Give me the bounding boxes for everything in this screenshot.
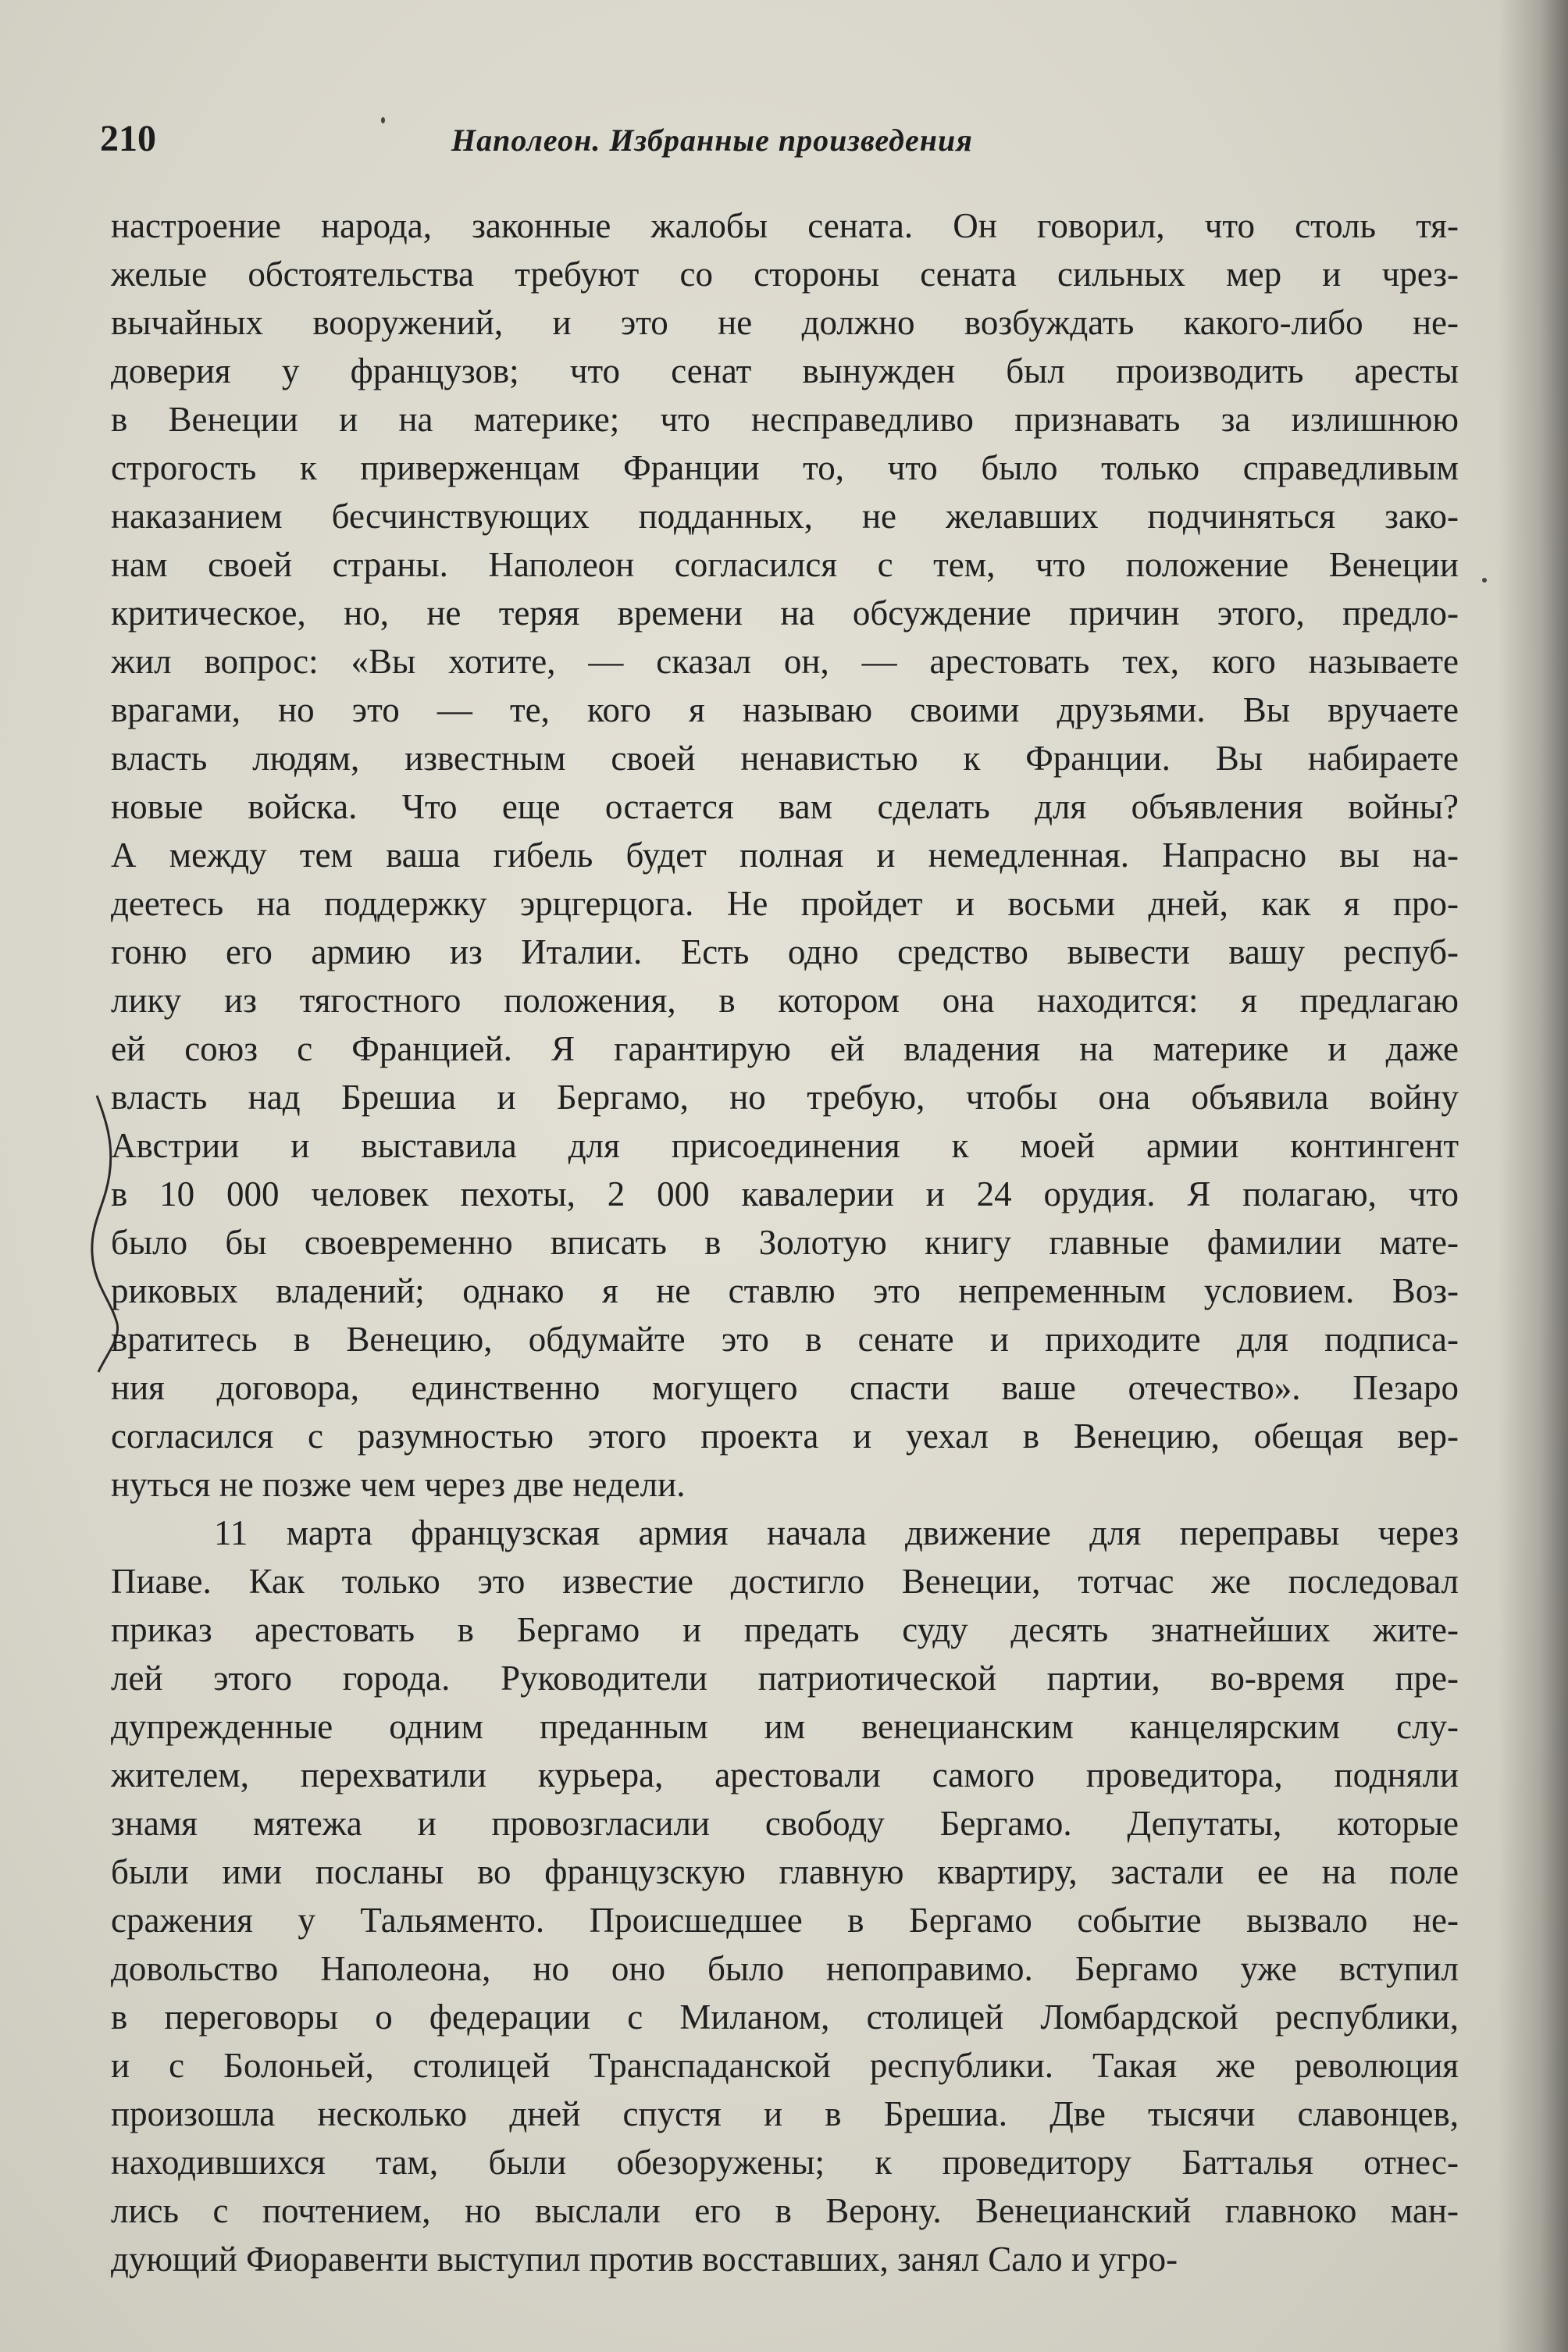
text-line: врагами, но это — те, кого я называю своими друзьями. Вы вручаете	[111, 690, 1459, 729]
text-line: было бы своевременно вписать в Золотую книгу главные фамилии мате-	[111, 1223, 1459, 1262]
text-line: критическое, но, не теряя времени на обсуждение причин этого, предло-	[111, 593, 1459, 633]
text-line: власть людям, известным своей ненавистью к Франции. Вы набираете	[111, 739, 1459, 778]
text-line: вычайных вооружений, и это не должно возбуждать какого-либо не-	[111, 303, 1459, 342]
paper-speck	[1482, 578, 1487, 583]
text-line: нуться не позже чем через две недели.	[111, 1465, 686, 1504]
text-line: риковых владений; однако я не ставлю это непременным условием. Воз-	[111, 1271, 1459, 1310]
text-line: в 10 000 человек пехоты, 2 000 кавалерии и 24 орудия. Я полагаю, что	[111, 1174, 1459, 1213]
body-text	[111, 201, 1459, 2283]
page-number: 210	[100, 118, 156, 159]
paper-speck	[381, 117, 385, 123]
text-line: желые обстоятельства требуют со стороны сената сильных мер и чрез-	[111, 255, 1459, 294]
text-line: 11 марта французская армия начала движение для переправы через	[214, 1513, 1459, 1552]
text-line: Австрии и выставила для присоединения к моей армии контингент	[111, 1126, 1459, 1165]
page-header	[100, 117, 1474, 172]
text-line: строгость к приверженцам Франции то, что было только справедливым	[111, 448, 1459, 487]
text-line: доверия у французов; что сенат вынужден был производить аресты	[111, 351, 1459, 390]
text-line: ей союз с Францией. Я гарантирую ей владения на материке и даже	[111, 1029, 1459, 1068]
text-line: в Венеции и на материке; что несправедливо признавать за излишнюю	[111, 400, 1459, 439]
text-line: нам своей страны. Наполеон согласился с тем, что положение Венеции	[111, 545, 1459, 584]
text-line: дующий Фиоравенти выступил против восставших, занял Сало и угро-	[111, 2240, 1178, 2279]
text-line: жителем, перехватили курьера, арестовали самого проведитора, подняли	[111, 1755, 1459, 1794]
text-line: довольство Наполеона, но оно было непоправимо. Бергамо уже вступил	[111, 1949, 1459, 1988]
page-edge-shadow	[1498, 0, 1568, 2352]
text-line: приказ арестовать в Бергамо и предать суду десять знатнейших жите-	[111, 1610, 1459, 1649]
text-line: дупрежденные одним преданным им венецианским канцелярским слу-	[111, 1707, 1459, 1746]
text-line: и с Болоньей, столицей Транспаданской республики. Такая же революция	[111, 2046, 1459, 2085]
text-line: гоню его армию из Италии. Есть одно средство вывести вашу респуб-	[111, 932, 1459, 971]
text-line: сражения у Тальяменто. Происшедшее в Бергамо событие вызвало не-	[111, 1901, 1459, 1940]
text-line: лись с почтением, но выслали его в Верону. Венецианский главноко ман-	[111, 2191, 1459, 2230]
text-line: вратитесь в Венецию, обдумайте это в сенате и приходите для подписа-	[111, 1320, 1459, 1359]
text-line: произошла несколько дней спустя и в Брешиа. Две тысячи славонцев,	[111, 2094, 1459, 2133]
text-line: новые войска. Что еще остается вам сделать для объявления войны?	[111, 787, 1459, 826]
text-line: согласился с разумностью этого проекта и уехал в Венецию, обещая вер-	[111, 1417, 1459, 1456]
text-line: деетесь на поддержку эрцгерцога. Не пройдет и восьми дней, как я про-	[111, 884, 1459, 923]
text-line: лику из тягостного положения, в котором она находится: я предлагаю	[111, 981, 1459, 1020]
text-line: были ими посланы во французскую главную квартиру, застали ее на поле	[111, 1852, 1459, 1891]
text-line: ния договора, единственно могущего спасти ваше отечество». Пезаро	[111, 1368, 1459, 1407]
running-title: Наполеон. Избранные произведения	[451, 123, 973, 158]
text-line: наказанием бесчинствующих подданных, не желавших подчиняться зако-	[111, 497, 1459, 536]
text-line: лей этого города. Руководители патриотической партии, во-время пре-	[111, 1659, 1459, 1698]
text-line: знамя мятежа и провозгласили свободу Бергамо. Депутаты, которые	[111, 1804, 1459, 1843]
paragraph	[111, 201, 1459, 1509]
text-line: находившихся там, были обезоружены; к проведитору Батталья отнес-	[111, 2143, 1459, 2182]
text-line: настроение народа, законные жалобы сената. Он говорил, что столь тя-	[111, 206, 1459, 245]
text-line: жил вопрос: «Вы хотите, — сказал он, — арестовать тех, кого называете	[111, 642, 1459, 681]
text-line: власть над Брешиа и Бергамо, но требую, чтобы она объявила войну	[111, 1078, 1459, 1117]
paragraph	[111, 1509, 1459, 2283]
text-line: в переговоры о федерации с Миланом, столицей Ломбардской республики,	[111, 1997, 1459, 2037]
text-line: А между тем ваша гибель будет полная и немедленная. Напрасно вы на-	[111, 836, 1459, 875]
text-line: Пиаве. Как только это известие достигло Венеции, тотчас же последовал	[111, 1562, 1459, 1601]
